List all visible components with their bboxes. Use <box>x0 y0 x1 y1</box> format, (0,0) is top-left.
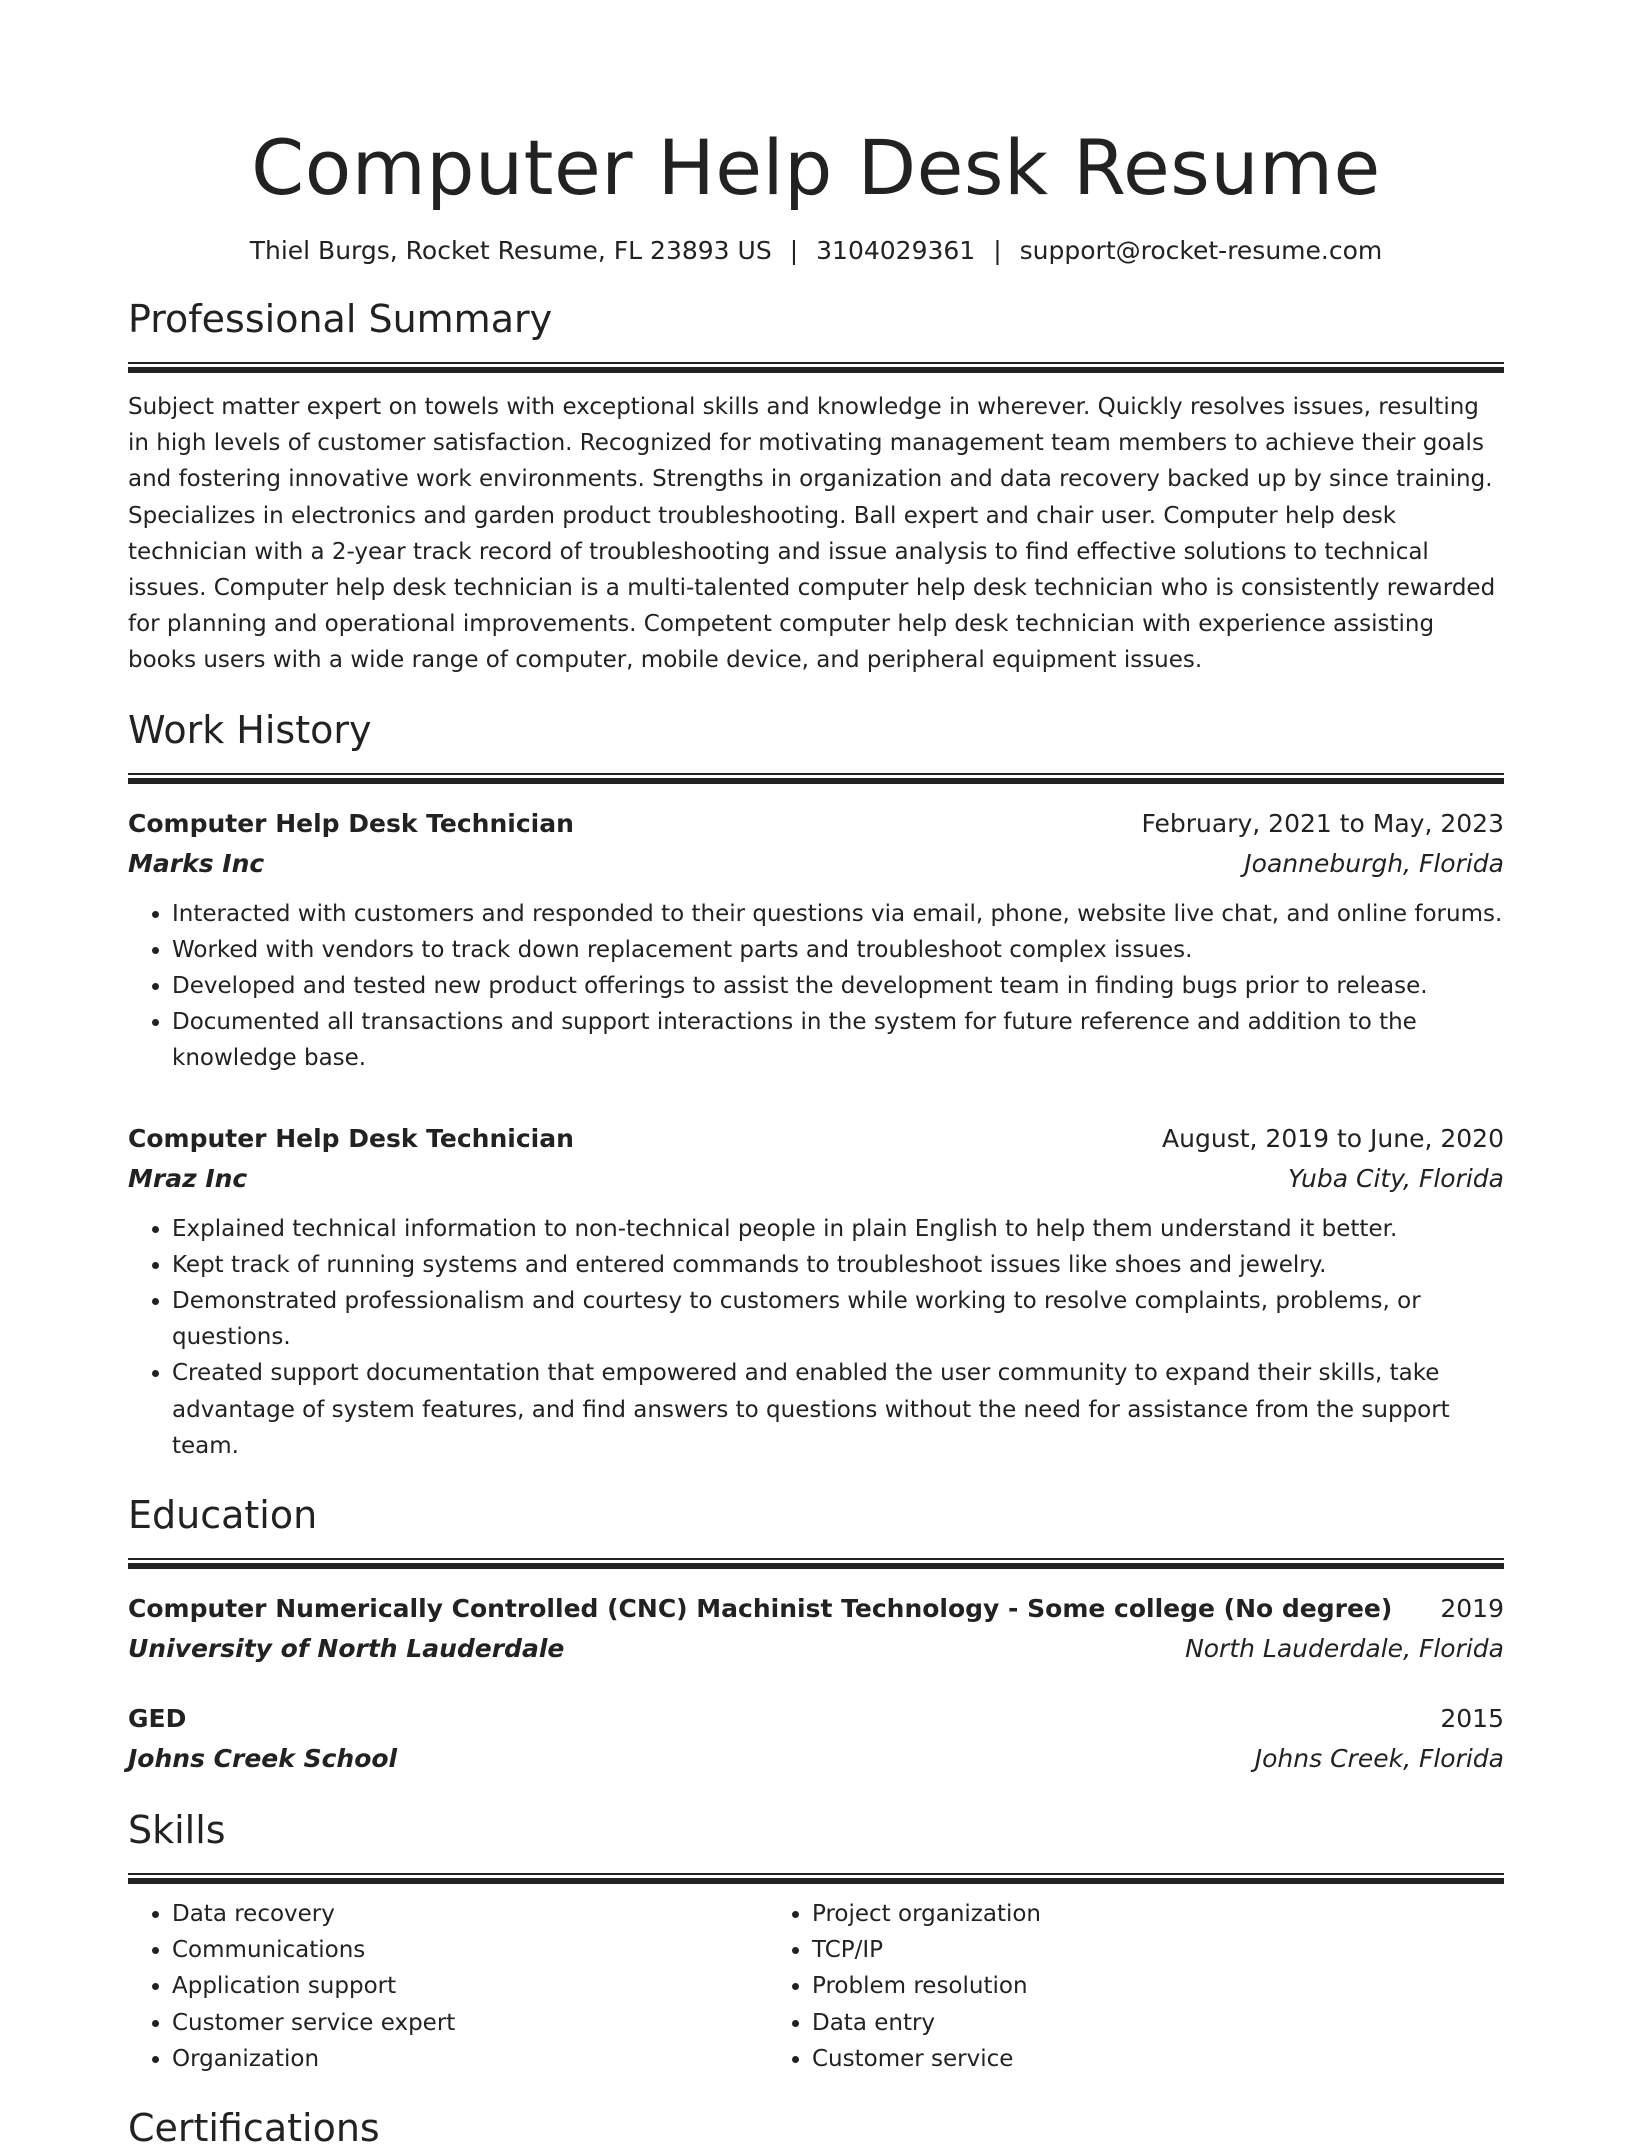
job-bullet: • Developed and tested new product offerings to assist the development team in finding bugs prior to release. <box>172 968 1504 1004</box>
section-heading-work-history: Work History <box>128 707 372 752</box>
contact-email: support@rocket-resume.com <box>1019 236 1383 265</box>
section-divider <box>128 773 1504 784</box>
education-school: Johns Creek School <box>128 1744 398 1774</box>
contact-line <box>128 234 1504 268</box>
education-year: 2019 <box>1440 1594 1504 1624</box>
job-bullet: • Created support documentation that empowered and enabled the user community to expand their skills, take advantage of system features, and find answers to questions without the need for assistance from the support team. <box>172 1355 1504 1464</box>
education-school: University of North Lauderdale <box>128 1634 565 1664</box>
section-divider <box>128 362 1504 373</box>
section-heading-education: Education <box>128 1493 318 1538</box>
skill-item: • Data entry <box>812 2005 1462 2041</box>
education-entry <box>128 1699 1504 1779</box>
contact-address: Thiel Burgs, Rocket Resume, FL 23893 US <box>249 236 772 265</box>
contact-phone: 3104029361 <box>816 236 976 265</box>
summary-text: Subject matter expert on towels with exceptional skills and knowledge in wherever. Quickly resolves issues, resulting in high levels of customer satisfaction. Recognized for motivating management team members to achieve their goals and fostering innovative work environments. Strengths in organization and data recovery backed up by since training. Specializes in electronics and garden product troubleshooting. Ball expert and chair user. Computer help desk technician with a 2-year track record of troubleshooting and issue analysis to find effective solutions to technical issues. Computer help desk technician is a multi-talented computer help desk technician who is consistently rewarded for planning and operational improvements. Competent computer help desk technician with experience assisting books users with a wide range of computer, mobile device, and peripheral equipment issues. <box>128 394 1496 674</box>
skill-item: • TCP/IP <box>812 1932 1462 1968</box>
section-heading-summary: Professional Summary <box>128 297 553 341</box>
section-divider <box>128 1558 1504 1569</box>
skills-list <box>128 1896 1504 2077</box>
section-heading-certifications: Certifications <box>128 2106 380 2151</box>
education-section <box>128 1490 1504 1779</box>
job-bullet: • Explained technical information to non-technical people in plain English to help them understand it better. <box>172 1211 1504 1247</box>
skills-column-right <box>762 1896 1462 2077</box>
job-company: Mraz Inc <box>128 1163 248 1193</box>
job-bullet: • Demonstrated professionalism and courtesy to customers while working to resolve complaints, problems, or questions. <box>172 1283 1504 1355</box>
contact-separator: | <box>789 236 799 265</box>
resume-title: Computer Help Desk Resume <box>251 123 1381 212</box>
job-title: Computer Help Desk Technician <box>128 1123 574 1153</box>
skill-item: • Customer service expert <box>172 2005 762 2041</box>
job-bullets <box>128 896 1504 1077</box>
skill-item: • Communications <box>172 1932 762 1968</box>
skills-column-left <box>128 1896 762 2077</box>
job-location: Yuba City, Florida <box>1288 1163 1504 1193</box>
education-location: North Lauderdale, Florida <box>1185 1634 1504 1664</box>
job-location: Joanneburgh, Florida <box>1244 848 1504 878</box>
job-dates: February, 2021 to May, 2023 <box>1141 808 1504 838</box>
education-location: Johns Creek, Florida <box>1254 1744 1504 1774</box>
resume-page <box>128 0 1504 2153</box>
contact-separator: | <box>993 236 1002 265</box>
job-entry <box>128 804 1504 1077</box>
job-bullet: • Documented all transactions and support interactions in the system for future reference and addition to the knowledge base. <box>172 1004 1504 1076</box>
job-bullet: • Kept track of running systems and entered commands to troubleshoot issues like shoes and jewelry. <box>172 1247 1504 1283</box>
skill-item: • Application support <box>172 1968 762 2004</box>
summary-section <box>128 294 1504 679</box>
job-dates: August, 2019 to June, 2020 <box>1162 1123 1504 1153</box>
skill-item: • Problem resolution <box>812 1968 1462 2004</box>
skills-section <box>128 1805 1504 2077</box>
education-degree: GED <box>128 1704 187 1734</box>
section-divider <box>128 1873 1504 1884</box>
skill-item: • Data recovery <box>172 1896 762 1932</box>
education-degree: Computer Numerically Controlled (CNC) Machinist Technology - Some college (No degree) <box>128 1594 1393 1624</box>
skill-item: • Customer service <box>812 2041 1462 2077</box>
work-history-section <box>128 705 1504 1464</box>
section-heading-skills: Skills <box>128 1808 226 1853</box>
job-title: Computer Help Desk Technician <box>128 808 574 838</box>
job-bullet: • Interacted with customers and responded to their questions via email, phone, website live chat, and online forums. <box>172 896 1504 932</box>
skill-item: • Organization <box>172 2041 762 2077</box>
job-company: Marks Inc <box>128 848 265 878</box>
job-entry <box>128 1119 1504 1464</box>
job-bullets <box>128 1211 1504 1464</box>
education-year: 2015 <box>1440 1704 1504 1734</box>
education-entry <box>128 1589 1504 1669</box>
job-bullet: • Worked with vendors to track down replacement parts and troubleshoot complex issues. <box>172 932 1504 968</box>
skill-item: • Project organization <box>812 1896 1462 1932</box>
